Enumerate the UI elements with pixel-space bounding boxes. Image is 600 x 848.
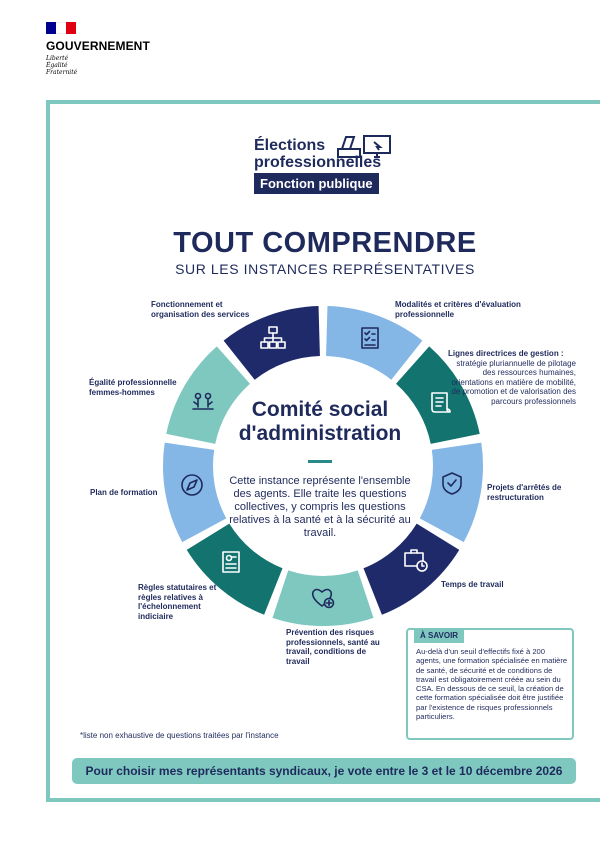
label-fonctionnement: Fonctionnement et organisation des services xyxy=(151,300,250,319)
wheel-segment xyxy=(420,443,483,542)
center-divider xyxy=(308,460,332,463)
election-subtitle: Fonction publique xyxy=(254,173,379,194)
label-prevention: Prévention des risques professionnels, santé au travail, conditions de travail xyxy=(286,628,380,666)
motto-liberte: Liberté xyxy=(46,55,69,62)
wheel-segment xyxy=(272,570,373,626)
center-title-line2: d'administration xyxy=(238,422,402,445)
label-plan-formation: Plan de formation xyxy=(90,488,158,497)
label-temps-travail: Temps de travail xyxy=(441,580,504,589)
center-title-line1: Comité social xyxy=(251,398,389,421)
label-restructuration: Projets d'arrêtés de restructuration xyxy=(487,483,562,502)
motto-egalite: Égalité xyxy=(46,62,68,69)
government-name: GOUVERNEMENT xyxy=(46,39,150,53)
label-lignes-title: Lignes directrices de gestion : xyxy=(448,349,564,358)
label-egalite: Égalité professionnelle femmes-hommes xyxy=(89,378,177,397)
main-title: TOUT COMPRENDRE xyxy=(173,227,477,259)
center-panel xyxy=(220,398,420,540)
label-regles-statutaires: Règles statutaires et règles relatives à l'échelonnement indiciaire xyxy=(138,583,217,621)
center-description: Cette instance représente l'ensemble des agents. Elle traite les questions collectives, y compris les questions relatives à la santé et à la sécurité au travail. xyxy=(229,475,411,539)
motto-fraternite: Fraternité xyxy=(46,69,78,76)
vote-banner: Pour choisir mes représentants syndicaux, je vote entre le 3 et le 10 décembre 2026 xyxy=(72,758,576,784)
info-box xyxy=(406,628,574,740)
footnote: *liste non exhaustive de questions traitées par l'instance xyxy=(80,731,279,740)
election-title-line2: professionnelles xyxy=(254,154,382,171)
info-box-heading: À SAVOIR xyxy=(414,628,464,643)
info-box-text: Au-delà d'un seuil d'effectifs fixé à 200 agents, une formation spécialisée en matière de santé, de sécurité et de conditions de travail est obligatoirement créée au sein du CSA. En dessous de ce seuil, la création de cette formation spécialisée doit être justifiée par l'existence de risques professionnels particuliers. xyxy=(416,647,568,722)
label-lignes-detail: stratégie pluriannuelle de pilotage des ressources humaines, orientations en matière de mobilité, de promotion et de valorisation des parcours professionnels xyxy=(451,358,576,406)
main-subtitle: SUR LES INSTANCES REPRÉSENTATIVES xyxy=(175,261,475,277)
label-evaluation: Modalités et critères d'évaluation professionnelle xyxy=(395,300,521,319)
label-lignes-directrices xyxy=(448,349,576,406)
election-title-line1: Élections xyxy=(254,137,326,154)
